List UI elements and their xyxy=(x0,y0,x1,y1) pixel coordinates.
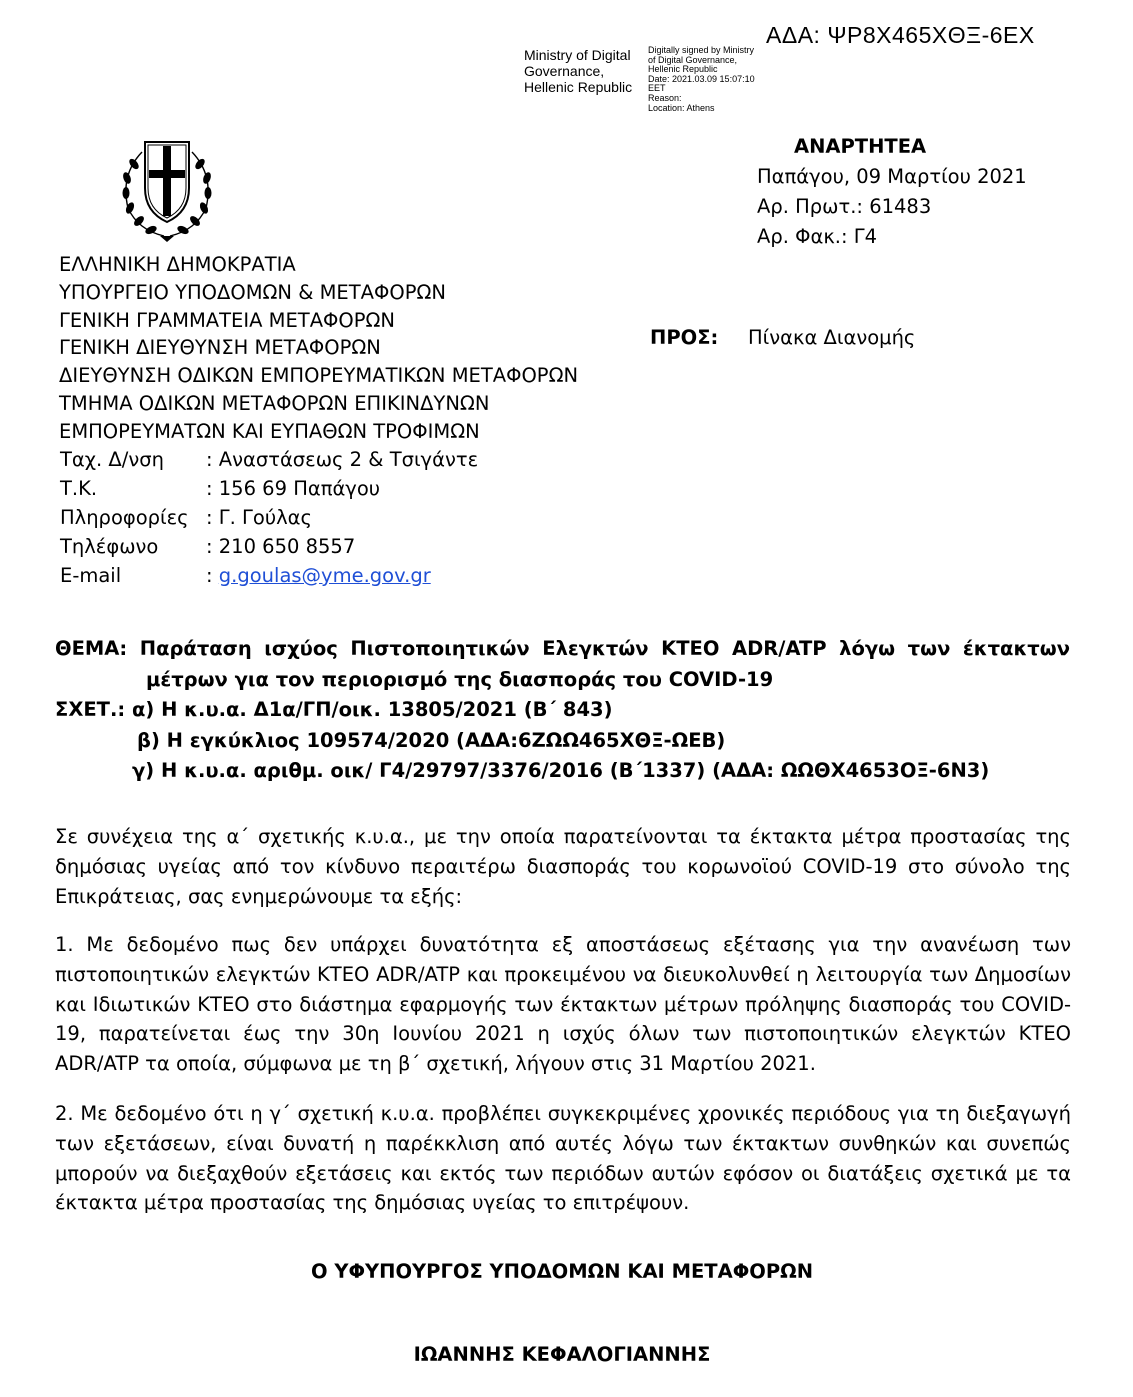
signature-detail-line: Hellenic Republic xyxy=(648,64,718,75)
subject-line: ΘΕΜΑ: Παράταση ισχύος Πιστοποιητικών Ελεγκτών ΚΤΕΟ ADR/ATP λόγω των έκτακτων xyxy=(55,637,1070,660)
signature-detail-line: Date: 2021.03.09 15:07:10 xyxy=(648,73,755,84)
subject-block xyxy=(55,634,1070,787)
contact-label: Τ.Κ. xyxy=(60,477,98,500)
point-1-paragraph: 1. Με δεδομένο πως δεν υπάρχει δυνατότητα εξ αποστάσεως εξέτασης για την ανανέωση των πιστοποιητικών ελεγκτών ΚΤΕΟ ADR/ATP και προκειμένου να διευκολυνθεί η λειτουργία των Δημοσίων και Ιδιωτικών ΚΤΕΟ στο διάστημα εφαρμογής των έκτακτων μέτρων πρόληψης διασποράς του COVID-19, παρατείνεται έως την 30η Ιουνίου 2021 η ισχύς όλων των πιστοποιητικών ελεγκτών ΚΤΕΟ ADR/ATP τα οποία, σύμφωνα με τη β΄ σχετική, λήγουν στις 31 Μαρτίου 2021. xyxy=(55,933,1071,1076)
contact-row xyxy=(60,532,478,561)
contact-label: Τηλέφωνο xyxy=(60,535,159,558)
signer-line: Ministry of Digital xyxy=(524,47,631,63)
recipient-value: Πίνακα Διανομής xyxy=(748,326,916,349)
recipient-line xyxy=(650,326,915,349)
signer-line: Hellenic Republic xyxy=(524,79,633,95)
organization-block xyxy=(59,251,578,446)
contact-row xyxy=(60,561,478,590)
reference-line: β) Η εγκύκλιος 109574/2020 (ΑΔΑ:6ΖΩΩ465ΧΘΞ-ΩΕΒ) xyxy=(137,728,726,752)
org-line: ΓΕΝΙΚΗ ΔΙΕΥΘΥΝΣΗ ΜΕΤΑΦΟΡΩΝ xyxy=(59,336,381,360)
digital-signature-signer xyxy=(524,47,632,95)
recipient-label: ΠΡΟΣ: xyxy=(650,326,719,349)
contact-label: Πληροφορίες xyxy=(60,506,189,529)
contact-row xyxy=(60,474,478,503)
org-line: ΤΜΗΜΑ ΟΔΙΚΩΝ ΜΕΤΑΦΟΡΩΝ ΕΠΙΚΙΝΔΥΝΩΝ xyxy=(59,391,490,415)
email-link[interactable]: g.goulas@yme.gov.gr xyxy=(218,564,431,587)
signatory-title: Ο ΥΦΥΠΟΥΡΓΟΣ ΥΠΟΔΟΜΩΝ ΚΑΙ ΜΕΤΑΦΟΡΩΝ xyxy=(310,1260,814,1283)
org-line: ΕΛΛΗΝΙΚΗ ΔΗΜΟΚΡΑΤΙΑ xyxy=(59,253,296,276)
posting-status: ΑΝΑΡΤΗΤΕΑ xyxy=(794,135,927,158)
org-line: ΕΜΠΟΡΕΥΜΑΤΩΝ ΚΑΙ ΕΥΠΑΘΩΝ ΤΡΟΦΙΜΩΝ xyxy=(59,419,480,443)
reference-line: ΣΧΕΤ.: α) Η κ.υ.α. Δ1α/ΓΠ/οικ. 13805/2021 (Β΄ 843) xyxy=(55,698,613,721)
org-line: ΓΕΝΙΚΗ ΓΡΑΜΜΑΤΕΙΑ ΜΕΤΑΦΟΡΩΝ xyxy=(59,308,395,332)
org-line: ΥΠΟΥΡΓΕΙΟ ΥΠΟΔΟΜΩΝ & ΜΕΤΑΦΟΡΩΝ xyxy=(59,280,446,304)
contact-value: : 156 69 Παπάγου xyxy=(206,477,381,500)
signature-detail-line: Location: Athens xyxy=(648,102,715,113)
digital-signature-details xyxy=(648,46,755,113)
reference-line: γ) Η κ.υ.α. αριθμ. οικ/ Γ4/29797/3376/2016 (Β΄1337) (ΑΔΑ: ΩΩΘΧ4653ΟΞ-6Ν3) xyxy=(132,759,990,782)
hellenic-republic-emblem xyxy=(112,130,222,244)
contact-value: : Γ. Γούλας xyxy=(206,506,312,529)
point-2-paragraph: 2. Με δεδομένο ότι η γ΄ σχετική κ.υ.α. προβλέπει συγκεκριμένες χρονικές περιόδους για τη διεξαγωγή των εξετάσεων, είναι δυνατή η παρέκκλιση από αυτές λόγω των έκτακτων συνθηκών και συνεπώς μπορούν να διεξαχθούν εξετάσεις και εκτός των περιόδων αυτών εφόσον οι διατάξεις σχετικά με τα έκτακτα μέτρα προστασίας της δημόσιας υγείας το επιτρέψουν. xyxy=(55,1102,1071,1215)
contact-block xyxy=(60,445,478,590)
document-header xyxy=(757,132,1027,252)
signer-line: Governance, xyxy=(524,63,605,79)
signature-detail-line: of Digital Governance, xyxy=(648,54,738,65)
document-date: Παπάγου, 09 Μαρτίου 2021 xyxy=(757,165,1027,188)
signature-detail-line: Reason: xyxy=(648,92,682,103)
contact-value: : 210 650 8557 xyxy=(206,535,356,558)
contact-row xyxy=(60,503,478,532)
contact-label: E-mail xyxy=(60,564,122,587)
ada-code: ΑΔΑ: ΨΡ8Χ465ΧΘΞ-6ΕΧ xyxy=(766,22,1035,48)
org-line: ΔΙΕΥΘΥΝΣΗ ΟΔΙΚΩΝ ΕΜΠΟΡΕΥΜΑΤΙΚΩΝ ΜΕΤΑΦΟΡΩΝ xyxy=(59,364,579,388)
contact-value: : Αναστάσεως 2 & Τσιγάντε xyxy=(206,448,479,471)
contact-row xyxy=(60,445,478,474)
contact-label: Ταχ. Δ/νση xyxy=(60,448,164,471)
signatory-name: ΙΩΑΝΝΗΣ ΚΕΦΑΛΟΓΙΑΝΝΗΣ xyxy=(413,1343,711,1366)
file-number: Αρ. Φακ.: Γ4 xyxy=(757,225,878,248)
signature-detail-line: Digitally signed by Ministry xyxy=(648,45,755,55)
protocol-number: Αρ. Πρωτ.: 61483 xyxy=(757,195,932,218)
signature-detail-line: EET xyxy=(648,83,666,94)
contact-value: : xyxy=(206,564,219,587)
subject-line: μέτρων για τον περιορισμό της διασποράς του COVID-19 xyxy=(146,667,774,691)
intro-paragraph: Σε συνέχεια της α΄ σχετικής κ.υ.α., με την οποία παρατείνονται τα έκτακτα μέτρα προστασίας της δημόσιας υγείας από τον κίνδυνο περαιτέρω διασποράς του κορωνοϊού COVID-19 στο σύνολο της Επικράτειας, σας ενημερώνουμε τα εξής: xyxy=(55,825,1071,908)
